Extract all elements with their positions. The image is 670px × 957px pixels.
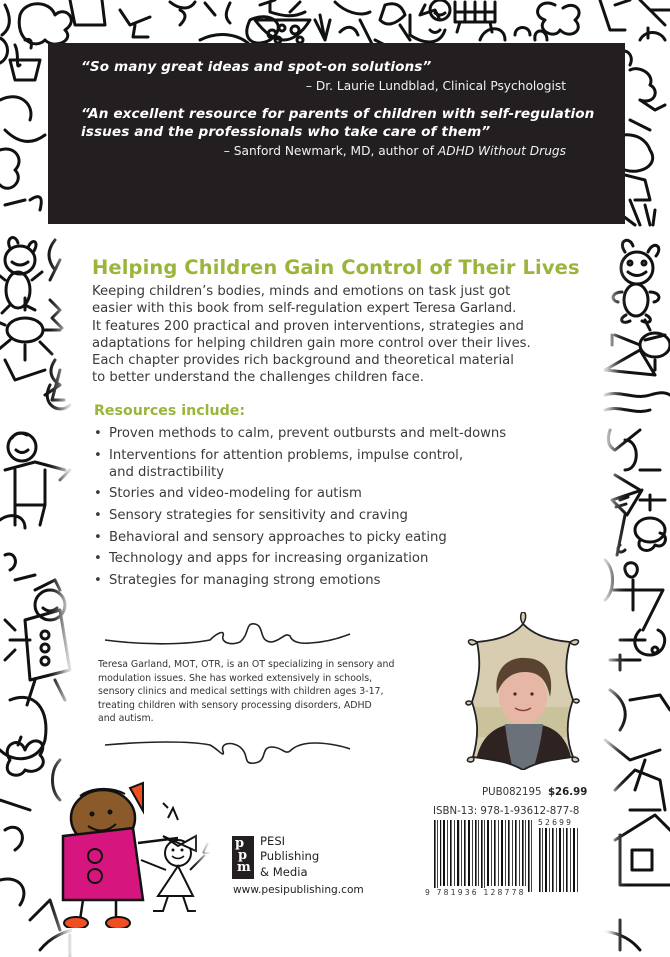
- bio-line: sensory clinics and medical settings with children ages 3-17,: [98, 686, 384, 697]
- flourish-divider-top: [100, 618, 355, 648]
- quote-text: “So many great ideas and spot-on solutions”: [81, 59, 432, 75]
- bullet-icon: •: [94, 447, 102, 463]
- bio-line: treating children with sensory processing disorders, ADHD: [98, 699, 372, 711]
- attribution-book-title: ADHD Without Drugs: [437, 144, 566, 158]
- publisher-name: [260, 834, 319, 880]
- bio-line: modulation issues. She has worked extensively in schools,: [98, 672, 373, 684]
- section-headline: Helping Children Gain Control of Their Lives: [92, 256, 580, 279]
- list-item-text: Sensory strategies for sensitivity and craving: [109, 508, 408, 524]
- bullet-icon: •: [94, 529, 102, 545]
- flourish-divider-bottom: [100, 737, 355, 767]
- publisher-name-line: & Media: [260, 864, 308, 879]
- isbn: ISBN-13: 978-1-93612-877-8: [433, 806, 580, 817]
- list-item-text: Proven methods to calm, prevent outbursts and melt-downs: [109, 426, 507, 441]
- intro-line: adaptations for helping children gain more control over their lives.: [92, 335, 531, 351]
- list-item-text: Behavioral and sensory approaches to picky eating: [109, 529, 447, 545]
- bio-line: Teresa Garland, MOT, OTR, is an OT specializing in sensory and: [98, 659, 395, 670]
- intro-line: It features 200 practical and proven interventions, strategies and: [92, 318, 524, 334]
- bullet-icon: •: [94, 508, 102, 524]
- quote-text-line-1: “An excellent resource for parents of children with self-regulation: [81, 106, 595, 122]
- barcode-main-digits: 9 781936 128778: [425, 888, 526, 897]
- list-item: [92, 447, 506, 481]
- testimonials-box: [48, 43, 625, 224]
- barcode-addon-digits: 52699: [538, 818, 574, 827]
- intro-line: to better understand the challenges children face.: [92, 370, 424, 386]
- list-item-text: and distractibility: [109, 464, 225, 480]
- logo-letter: p: [238, 848, 248, 863]
- list-item-text: Stories and video-modeling for autism: [109, 486, 362, 502]
- bullet-icon: •: [94, 486, 102, 502]
- quote-text-line-2: issues and the professionals who take care of them”: [81, 124, 491, 140]
- attribution-author: – Sanford Newmark, MD, author of: [223, 144, 438, 158]
- list-item-text: Strategies for managing strong emotions: [109, 573, 381, 589]
- product-code: PUB082195: [482, 787, 542, 798]
- product-code-price: [482, 787, 587, 798]
- author-bio: [98, 658, 395, 726]
- list-item: [92, 529, 506, 546]
- publisher-name-line: Publishing: [260, 849, 320, 864]
- list-item: [92, 550, 506, 567]
- bullet-icon: •: [94, 551, 102, 567]
- quote-attribution: – Dr. Laurie Lundblad, Clinical Psychologist: [305, 79, 566, 93]
- girl-illustration: [58, 778, 228, 928]
- list-item-text: Technology and apps for increasing organization: [109, 551, 429, 567]
- intro-paragraph: [92, 283, 562, 387]
- quote-attribution: [224, 144, 566, 158]
- logo-letter: p: [235, 836, 245, 851]
- publisher-name-line: PESI: [260, 834, 286, 848]
- list-item-text: Interventions for attention problems, impulse control,: [109, 447, 464, 463]
- author-photo: [455, 612, 591, 770]
- publisher-url[interactable]: www.pesipublishing.com: [233, 884, 364, 896]
- bio-line: and autism.: [98, 713, 154, 724]
- bullet-icon: •: [94, 426, 102, 441]
- list-item: [92, 507, 506, 524]
- resources-list: [92, 425, 506, 594]
- bullet-icon: •: [94, 573, 102, 589]
- price: $26.99: [547, 787, 588, 798]
- list-item: [92, 485, 506, 502]
- list-item: [92, 425, 506, 442]
- pesi-logo-icon: [232, 836, 254, 879]
- resources-title: Resources include:: [94, 403, 246, 419]
- barcode: [423, 818, 583, 896]
- intro-line: easier with this book from self-regulation expert Teresa Garland.: [92, 301, 517, 317]
- logo-letter: m: [237, 860, 251, 875]
- intro-line: Keeping children’s bodies, minds and emotions on task just got: [92, 284, 511, 299]
- intro-line: Each chapter provides rich background and theoretical material: [92, 353, 514, 369]
- list-item: [92, 572, 506, 589]
